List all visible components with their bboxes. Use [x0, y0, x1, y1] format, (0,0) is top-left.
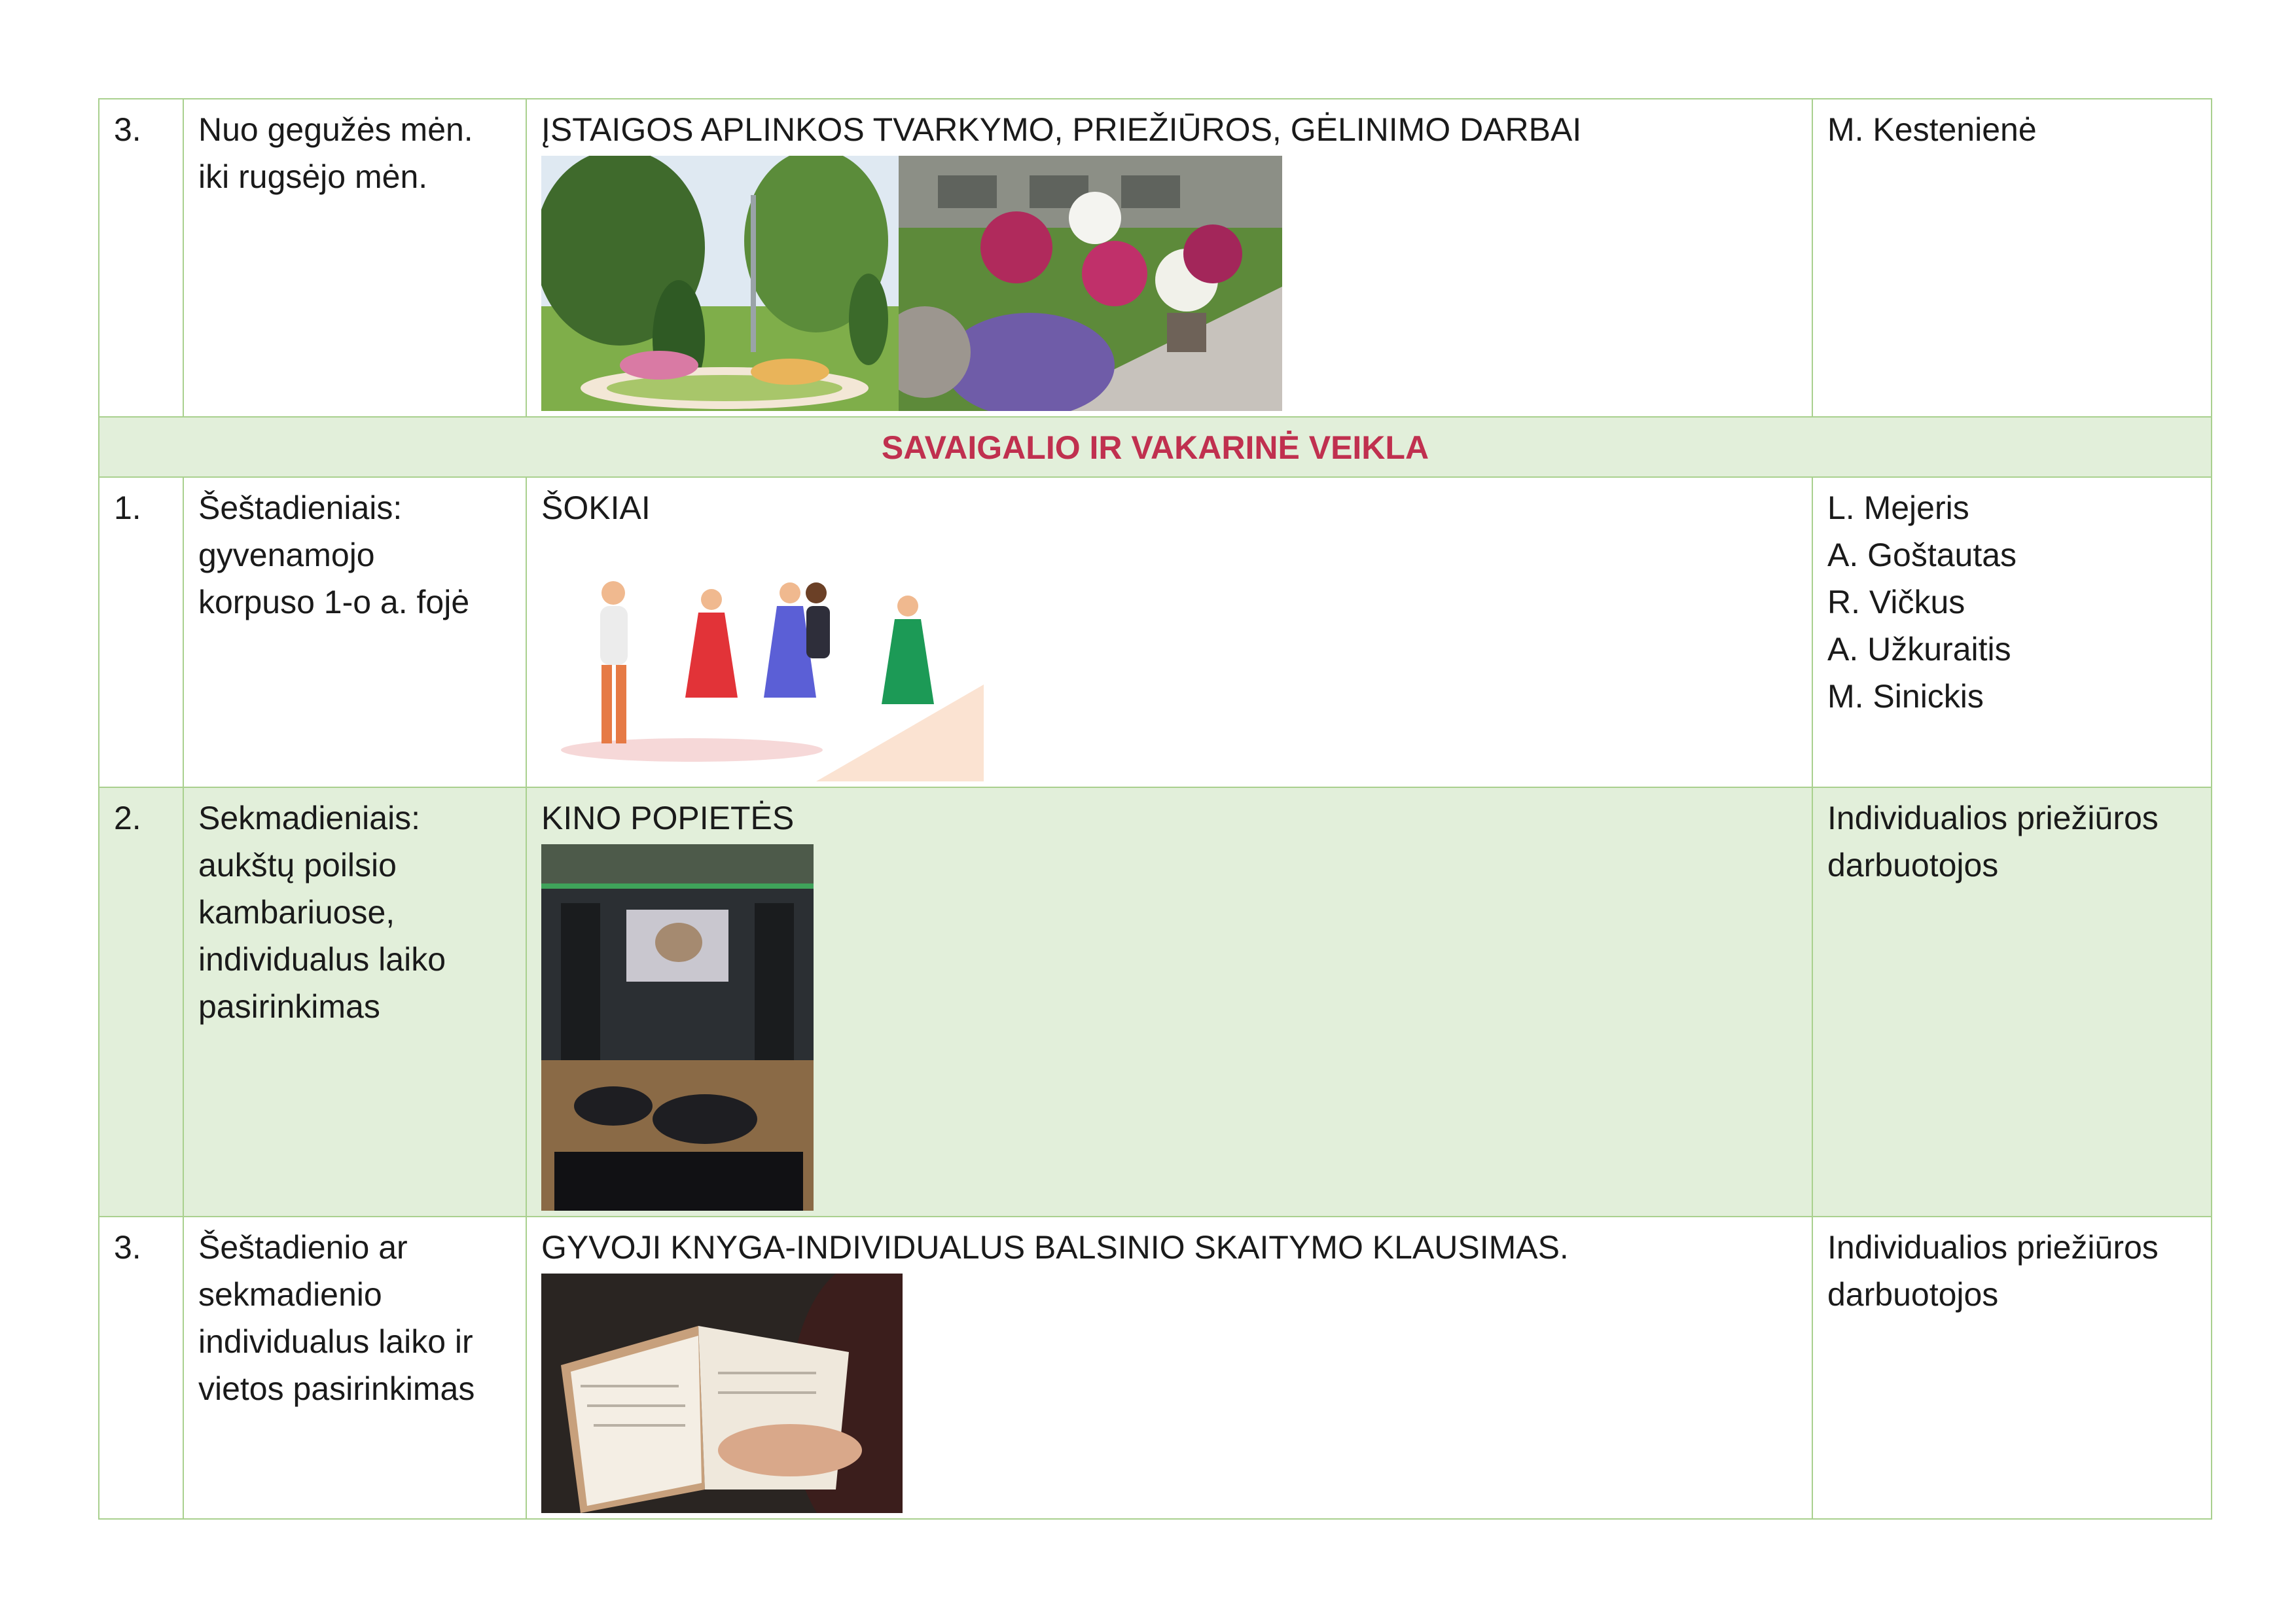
cinema-photo [541, 844, 814, 1211]
activity-cell [526, 1217, 1812, 1519]
section-row [99, 417, 2212, 477]
activity-title: GYVOJI KNYGA-INDIVIDUALUS BALSINIO SKAITYMO KLAUSIMAS. [541, 1229, 1569, 1266]
reading-book-photo [541, 1274, 903, 1513]
responsible-cell: M. Kestenienė [1812, 99, 2212, 417]
time-cell: Šeštadieniais: gyvenamojo korpuso 1-o a. fojė [183, 477, 526, 787]
activity-photos [541, 156, 1797, 411]
responsible-cell: Individualios priežiūros darbuotojos [1812, 1217, 2212, 1519]
row-number: 1. [99, 477, 183, 787]
activity-photos [541, 1274, 1797, 1513]
activity-cell [526, 477, 1812, 787]
activity-cell [526, 787, 1812, 1217]
activity-photos [541, 844, 1797, 1211]
activity-photos [541, 534, 1797, 781]
table-row [99, 1217, 2212, 1519]
activity-cell [526, 99, 1812, 417]
table-row [99, 477, 2212, 787]
table-row [99, 787, 2212, 1217]
section-title: SAVAIGALIO IR VAKARINĖ VEIKLA [99, 417, 2212, 477]
dancers-illustration [541, 534, 984, 781]
activity-title: ŠOKIAI [541, 490, 651, 526]
time-cell: Šeštadienio ar sekmadienio individualus laiko ir vietos pasirinkimas [183, 1217, 526, 1519]
row-number: 3. [99, 99, 183, 417]
table-row [99, 99, 2212, 417]
time-cell: Nuo gegužės mėn. iki rugsėjo mėn. [183, 99, 526, 417]
flowerbed-photo [899, 156, 1282, 411]
activity-title: ĮSTAIGOS APLINKOS TVARKYMO, PRIEŽIŪROS, GĖLINIMO DARBAI [541, 111, 1582, 148]
time-cell: Sekmadieniais: aukštų poilsio kambariuose, individualus laiko pasirinkimas [183, 787, 526, 1217]
row-number: 3. [99, 1217, 183, 1519]
row-number: 2. [99, 787, 183, 1217]
activity-title: KINO POPIETĖS [541, 800, 795, 836]
park-photo [541, 156, 899, 411]
activity-table [98, 98, 2212, 1520]
responsible-cell: Individualios priežiūros darbuotojos [1812, 787, 2212, 1217]
responsible-cell: L. Mejeris A. Goštautas R. Vičkus A. Užkuraitis M. Sinickis [1812, 477, 2212, 787]
